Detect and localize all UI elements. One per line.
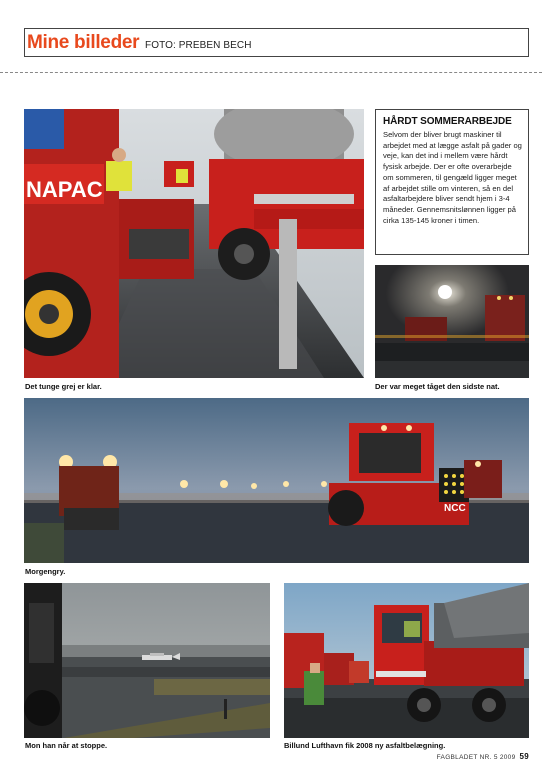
photo-heavy-equipment [24,109,364,378]
page-footer [437,752,529,761]
info-box-body: Selvom der bliver brugt maskiner til arbejdet med at lægge asfalt på gader og veje, kan det ind i mellem være hårdt fysisk arbejde. Der er ofte overarbejde om sommeren, til gengæld ligger meget af arbejdet stille om vinteren, så en del asfaltarbejdere bliver sendt hjem i 3-4 måneder. Gennemsnitslønnen ligger på cirka 135-145 kroner i timen. [383,130,522,225]
issue-label: FAGBLADET NR. 5 2009 [436,754,516,761]
page-number: 59 [519,752,529,761]
photo-billund-airport [284,583,529,738]
caption-photo-3: Morgengry. [25,567,66,576]
caption-photo-1: Det tunge grej er klar. [25,382,102,391]
caption-photo-5: Billund Lufthavn fik 2008 ny asfaltbelægning. [284,741,446,750]
photo-credit: FOTO: PREBEN BECH [145,40,252,51]
info-box [375,109,529,255]
roller-logo-text: NCC [444,503,466,514]
caption-photo-4: Mon han når at stoppe. [25,741,108,750]
paver-logo-text: NAPAC [26,177,103,202]
photo-foggy-night [375,265,529,378]
dashed-divider [0,72,542,73]
info-box-title: HÅRDT SOMMERARBEJDE [383,116,512,127]
photo-airplane-landing [24,583,270,738]
caption-photo-2: Der var meget tåget den sidste nat. [375,382,500,391]
photo-morning-mist [24,398,529,563]
header-box [24,28,529,57]
page-title: Mine billeder [27,32,140,53]
